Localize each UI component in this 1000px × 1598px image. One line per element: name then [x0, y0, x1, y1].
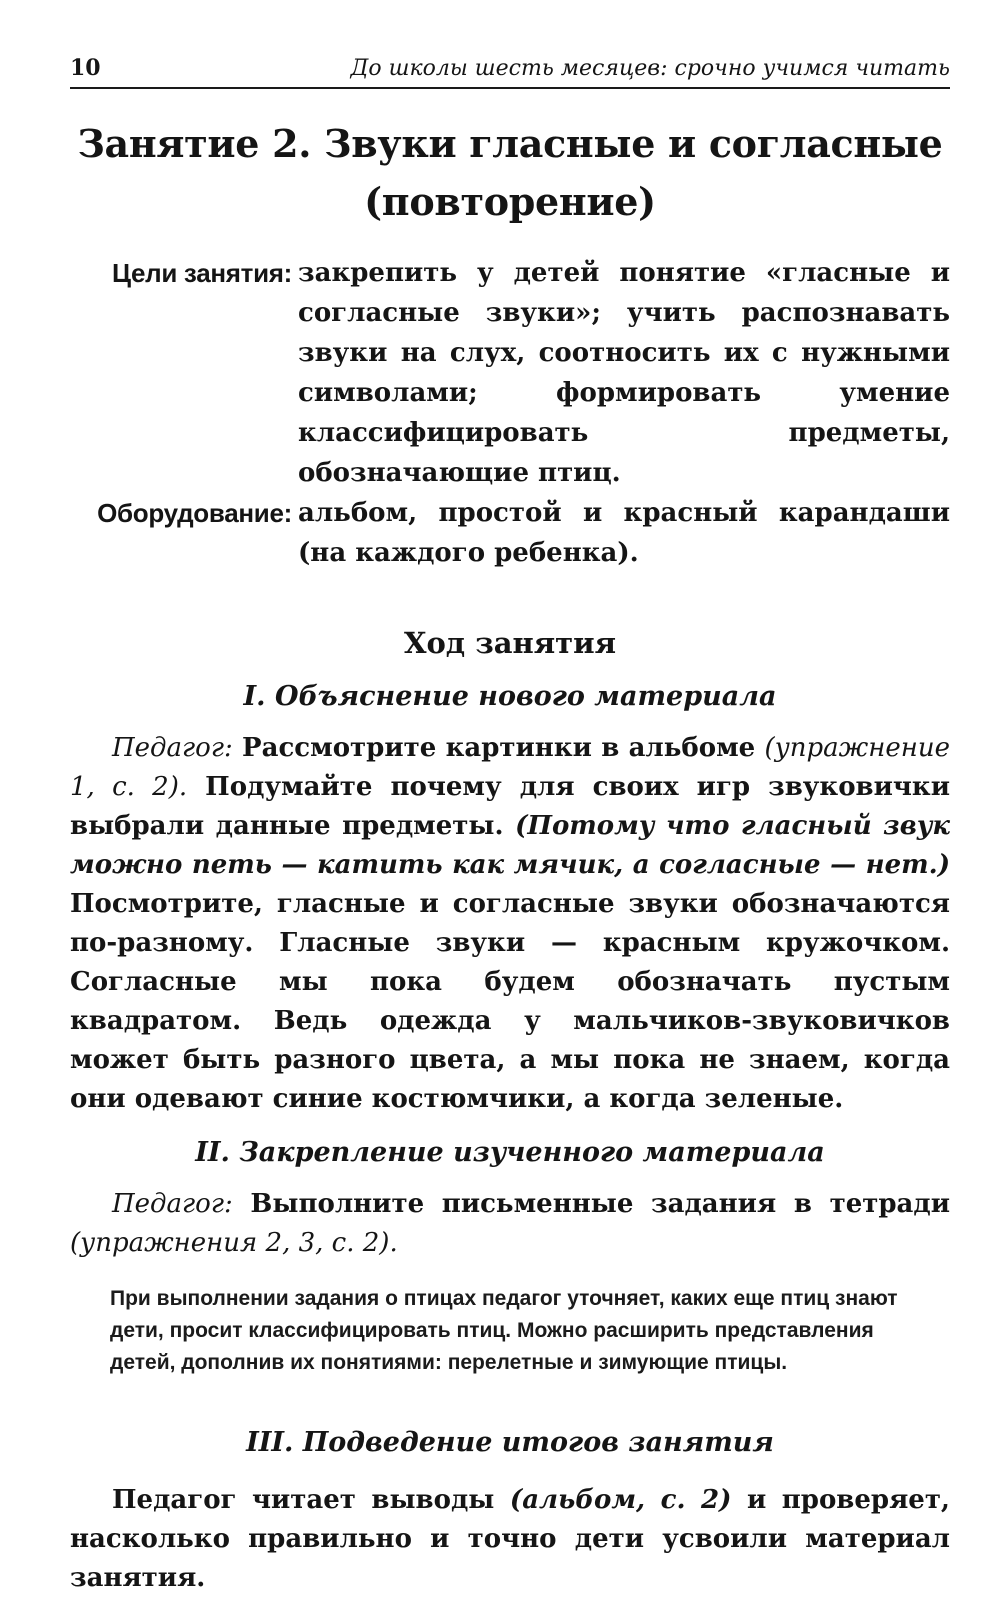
- speaker-label: Педагог:: [112, 733, 233, 763]
- teacher-note: При выполнении задания о птицах педагог уточняет, каких еще птиц знают дети, просит классифицировать птиц. Можно расширить представления детей, дополнив их понятиями: перелетные и зимующие птицы.: [110, 1287, 898, 1374]
- section-1-reference: (упражнение 1, с. 2).: [70, 733, 950, 802]
- lesson-meta: [70, 253, 950, 573]
- equipment-row: [70, 493, 950, 573]
- section-3-text-b: и проверяет, насколько правильно и точно дети усвоили материал занятия.: [70, 1485, 950, 1593]
- section-3-reference: (альбом, с. 2): [509, 1485, 732, 1515]
- goals-label: Цели занятия:: [111, 258, 292, 288]
- section-3-paragraph: [70, 1481, 950, 1598]
- equipment-label: Оборудование:: [97, 498, 292, 528]
- running-header: [70, 55, 950, 89]
- book-page: [70, 55, 950, 1598]
- section-3-heading: III. Подведение итогов занятия: [246, 1427, 774, 1458]
- section-1-paragraph: [70, 729, 950, 1119]
- section-2-text: Выполните письменные задания в тетради: [232, 1189, 950, 1219]
- lesson-title: Занятие 2. Звуки гласные и согласные (повторение): [77, 121, 943, 224]
- section-1-answer: (Потому что гласный звук можно петь — катить как мячик, а согласные — нет.): [70, 811, 950, 880]
- section-3-text-a: Педагог читает выводы: [112, 1485, 510, 1515]
- page-number: 10: [70, 55, 101, 81]
- section-2-reference: (упражнения 2, 3, с. 2).: [70, 1228, 398, 1258]
- goals-text: закрепить у детей понятие «гласные и согласные звуки»; учить распознавать звуки на слух, соотносить их с нужными символами; формировать умение классифицировать предметы, обозначающие птиц.: [298, 258, 950, 488]
- speaker-label: Педагог:: [112, 1189, 233, 1219]
- goals-row: [70, 253, 950, 493]
- section-1-text-c: Посмотрите, гласные и согласные звуки обозначаются по-разному. Гласные звуки — красным кружочком. Согласные мы пока будем обозначать пустым квадратом. Ведь одежда у мальчиков-звуковичков может быть разного цвета, а мы пока не знаем, когда они одевают синие костюмчики, а когда зеленые.: [70, 889, 950, 1114]
- section-2-heading: II. Закрепление изученного материала: [195, 1137, 825, 1168]
- course-heading: Ход занятия: [403, 626, 617, 660]
- section-1-heading: I. Объяснение нового материала: [243, 681, 777, 712]
- section-1-text-a: Рассмотрите картинки в альбоме: [232, 733, 765, 763]
- section-2-paragraph: [70, 1185, 950, 1263]
- section-1-text-b: Подумайте почему для своих игр звуковички выбрали данные предметы.: [70, 772, 950, 841]
- equipment-text: альбом, простой и красный карандаши (на каждого ребенка).: [298, 498, 950, 568]
- running-title: До школы шесть месяцев: срочно учимся читать: [350, 56, 950, 81]
